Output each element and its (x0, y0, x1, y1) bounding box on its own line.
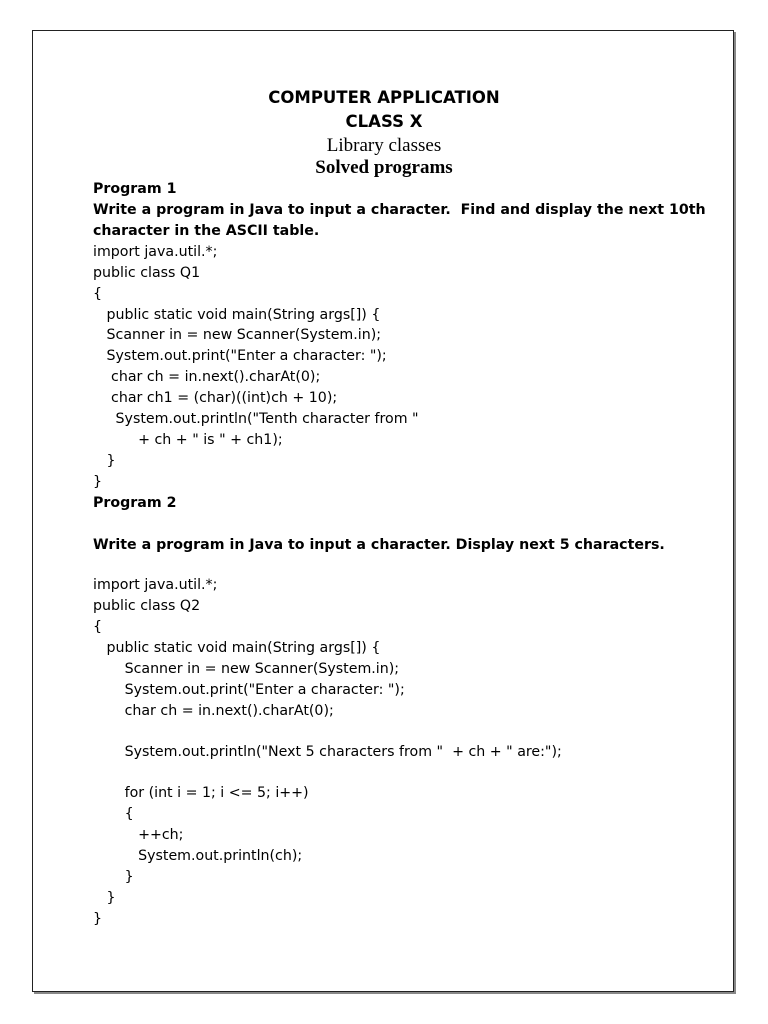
code-line: import java.util.*; (93, 244, 218, 260)
doc-title-subtitle: Solved programs (315, 157, 453, 178)
code-line: char ch = in.next().charAt(0); (93, 369, 321, 385)
doc-title-class: CLASS X (345, 112, 423, 131)
code-line: } (93, 890, 116, 906)
code-line: } (93, 453, 116, 469)
code-line: public static void main(String args[]) { (93, 640, 381, 656)
code-line: + ch + " is " + ch1); (93, 432, 283, 448)
code-line: import java.util.*; (93, 577, 218, 593)
code-line: public class Q2 (93, 598, 201, 614)
code-line: public class Q1 (93, 265, 201, 281)
program-2-title: Program 2 (93, 495, 177, 511)
code-line: } (93, 869, 134, 885)
program-1-question-line-1: Write a program in Java to input a character. Find and display the next 10th (93, 202, 706, 218)
code-line: } (93, 474, 103, 490)
code-line: { (93, 806, 134, 822)
doc-title-subject: COMPUTER APPLICATION (268, 88, 500, 107)
code-line: for (int i = 1; i <= 5; i++) (93, 785, 309, 801)
code-line: { (93, 286, 103, 302)
code-line: Scanner in = new Scanner(System.in); (93, 327, 382, 343)
code-line: char ch1 = (char)((int)ch + 10); (93, 390, 338, 406)
code-line: } (93, 911, 103, 927)
code-line: ++ch; (93, 827, 184, 843)
code-line: System.out.println("Tenth character from " (93, 411, 419, 427)
program-1-title: Program 1 (93, 181, 177, 197)
code-line: char ch = in.next().charAt(0); (93, 703, 334, 719)
code-line: { (93, 619, 103, 635)
code-line: Scanner in = new Scanner(System.in); (93, 661, 400, 677)
code-line: System.out.print("Enter a character: "); (93, 348, 387, 364)
code-line: System.out.print("Enter a character: "); (93, 682, 405, 698)
program-2-question: Write a program in Java to input a character. Display next 5 characters. (93, 537, 665, 553)
code-line: System.out.println(ch); (93, 848, 303, 864)
code-line: System.out.println("Next 5 characters from " + ch + " are:"); (93, 744, 562, 760)
program-1-question-line-2: character in the ASCII table. (93, 223, 320, 239)
code-line: public static void main(String args[]) { (93, 307, 381, 323)
doc-title-topic: Library classes (326, 135, 442, 156)
